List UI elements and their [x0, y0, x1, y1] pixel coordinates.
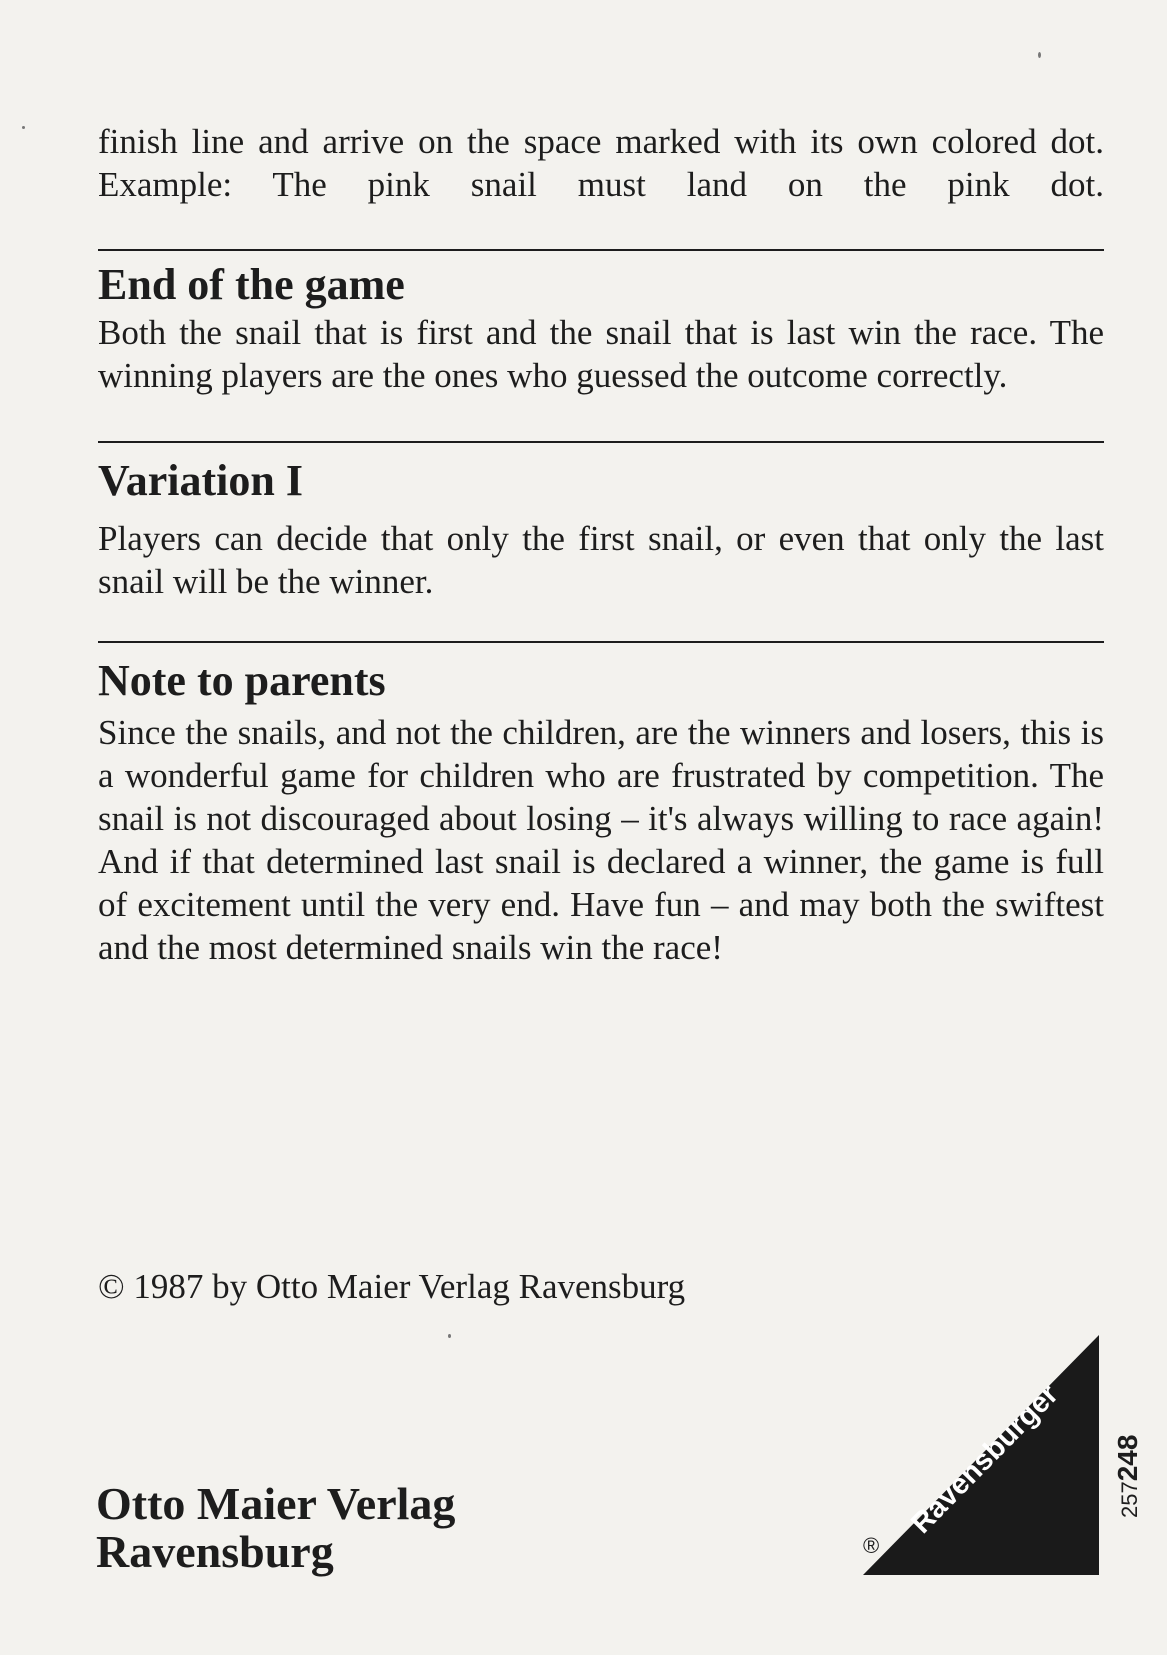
section-divider	[98, 441, 1104, 443]
paper-speck	[1038, 52, 1041, 58]
paper-speck	[22, 126, 25, 129]
registered-mark: ®	[863, 1533, 880, 1558]
main-content	[98, 120, 1104, 969]
intro-paragraph: finish line and arrive on the space marked with its own colored dot. Example: The pink snail must land on the pink dot.	[98, 122, 1104, 204]
section-heading-variation: Variation I	[98, 456, 303, 505]
publisher-name	[96, 1480, 455, 1576]
section-body-note-to-parents: Since the snails, and not the children, are the winners and losers, this is a wonderful game for children who are frustrated by competition. The snail is not discouraged about losing – it's always willing to race again! And if that determined last snail is declared a winner, the game is full of excitement until the very end. Have fun – and may both the swiftest and the most determined snails win the race!	[98, 713, 1104, 967]
section-divider	[98, 249, 1104, 251]
section-heading-end-of-game: End of the game	[98, 260, 405, 309]
article-number-prefix: 257	[1117, 1481, 1142, 1518]
paper-speck	[448, 1334, 451, 1338]
publisher-line-2: Ravensburg	[96, 1526, 334, 1577]
section-divider	[98, 641, 1104, 643]
copyright-notice: © 1987 by Otto Maier Verlag Ravensburg	[98, 1267, 686, 1306]
section-body-end-of-game: Both the snail that is first and the snail that is last win the race. The winning players are the ones who guessed the outcome correctly.	[98, 313, 1104, 395]
article-number	[1112, 1435, 1144, 1518]
logo-text: Ravensburger	[905, 1378, 1065, 1540]
article-number-main: 248	[1112, 1434, 1143, 1482]
ravensburger-logo	[863, 1335, 1099, 1575]
section-body-variation: Players can decide that only the first snail, or even that only the last snail will be the winner.	[98, 519, 1104, 601]
section-heading-note-to-parents: Note to parents	[98, 656, 386, 705]
publisher-line-1: Otto Maier Verlag	[96, 1478, 456, 1529]
